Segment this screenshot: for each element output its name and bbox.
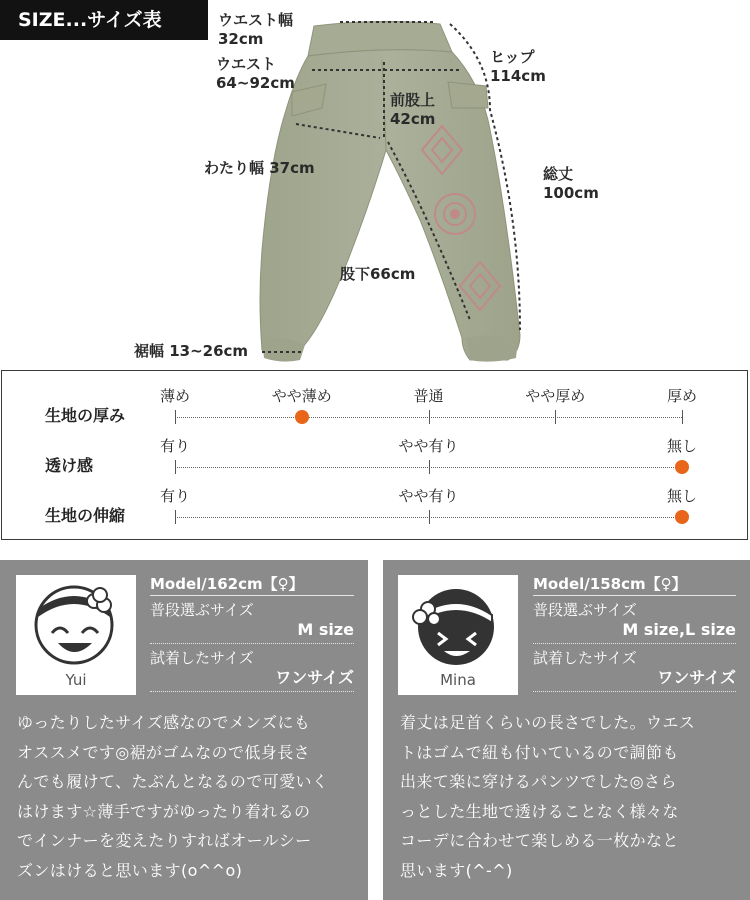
model-height: Model/158cm【♀】	[533, 573, 736, 596]
usual-size-label: 普段選ぶサイズ	[150, 601, 254, 619]
usual-size-label: 普段選ぶサイズ	[533, 601, 637, 619]
rating-scale-label: 無し	[666, 487, 698, 505]
rating-scale-label: 厚め	[666, 387, 698, 405]
rating-tick	[429, 410, 430, 424]
comment-line: でインナーを変えたりすればオールシー	[17, 831, 312, 850]
winking-face-icon	[398, 577, 518, 677]
comment-line: トはゴムで紐も付いているので調節も	[400, 742, 679, 762]
rating-tick	[682, 410, 683, 424]
comment-line: オススメです◎裾がゴムなので低身長さ	[17, 742, 311, 762]
model-comment	[17, 708, 362, 885]
rating-tick	[175, 510, 176, 524]
tried-size-label: 試着したサイズ	[150, 649, 254, 667]
pants-illustration	[0, 0, 750, 365]
tried-size-label: 試着したサイズ	[533, 649, 637, 667]
rating-selected-marker	[675, 460, 689, 474]
rating-scale-label: 有り	[159, 487, 191, 505]
inseam-label: 股下66cm	[340, 265, 416, 283]
rating-selected-marker	[675, 510, 689, 524]
hem-width-label: 裾幅 13~26cm	[134, 342, 249, 360]
model-name: Yui	[65, 671, 87, 689]
model-info	[533, 573, 736, 692]
tried-size-value: ワンサイズ	[150, 668, 354, 692]
rating-row-title: 生地の厚み	[45, 406, 126, 425]
thigh-width-label: わたり幅 37cm	[204, 159, 315, 177]
rating-scale-label: 薄め	[159, 387, 191, 405]
rating-tick	[429, 460, 430, 474]
usual-size-value: M size,L size	[533, 620, 736, 644]
comment-line: はけます☆薄手ですがゆったり着れるの	[17, 801, 311, 821]
waist-label: ウエスト 64~92cm	[216, 55, 295, 92]
avatar	[398, 575, 518, 695]
rating-tick	[175, 410, 176, 424]
rating-tick	[429, 510, 430, 524]
rating-scale-label: やや薄め	[271, 387, 332, 405]
pants-shape	[260, 21, 520, 361]
rating-row-title: 生地の伸縮	[45, 506, 126, 525]
model-name: Mina	[440, 671, 476, 689]
rating-scale-label: やや有り	[398, 437, 459, 455]
usual-size-value: M size	[150, 620, 354, 644]
size-chart-heading: SIZE...サイズ表	[0, 0, 208, 40]
rating-scale-label: 普通	[413, 387, 444, 405]
waist-width-label: ウエスト幅 32cm	[218, 11, 294, 48]
rating-tick	[555, 410, 556, 424]
fabric-rating-panel	[1, 370, 748, 540]
model-comment	[400, 708, 745, 885]
hip-label: ヒップ 114cm	[490, 48, 546, 85]
rating-scale-label: 無し	[666, 437, 698, 455]
comment-line: ズンはけると思います(o^^o)	[17, 860, 243, 880]
model-card-yui	[0, 560, 368, 900]
front-rise-label: 前股上 42cm	[390, 91, 436, 128]
total-length-label: 総丈 100cm	[543, 165, 599, 202]
comment-line: 着丈は足首くらいの長さでした。ウエス	[400, 713, 696, 732]
rating-row-title: 透け感	[45, 456, 94, 475]
model-height: Model/162cm【♀】	[150, 573, 354, 596]
rating-selected-marker	[295, 410, 309, 424]
rating-scale-label: やや厚め	[525, 387, 586, 405]
model-info	[150, 573, 354, 692]
rating-tick	[175, 460, 176, 474]
avatar	[16, 575, 136, 695]
comment-line: っとした生地で透けることなく様々な	[400, 801, 679, 821]
rating-scale-label: やや有り	[398, 487, 459, 505]
tried-size-value: ワンサイズ	[533, 668, 736, 692]
comment-line: んでも履けて、たぶんとなるので可愛いく	[17, 772, 329, 791]
model-card-mina	[383, 560, 750, 900]
comment-line: 出来て楽に穿けるパンツでした◎さら	[400, 772, 677, 791]
comment-line: ゆったりしたサイズ感なのでメンズにも	[17, 713, 311, 732]
smiling-face-icon	[16, 577, 136, 677]
comment-line: コーデに合わせて楽しめる一枚かなと	[400, 831, 679, 850]
rating-scale-label: 有り	[159, 437, 191, 455]
comment-line: 思います(^-^)	[400, 860, 513, 880]
